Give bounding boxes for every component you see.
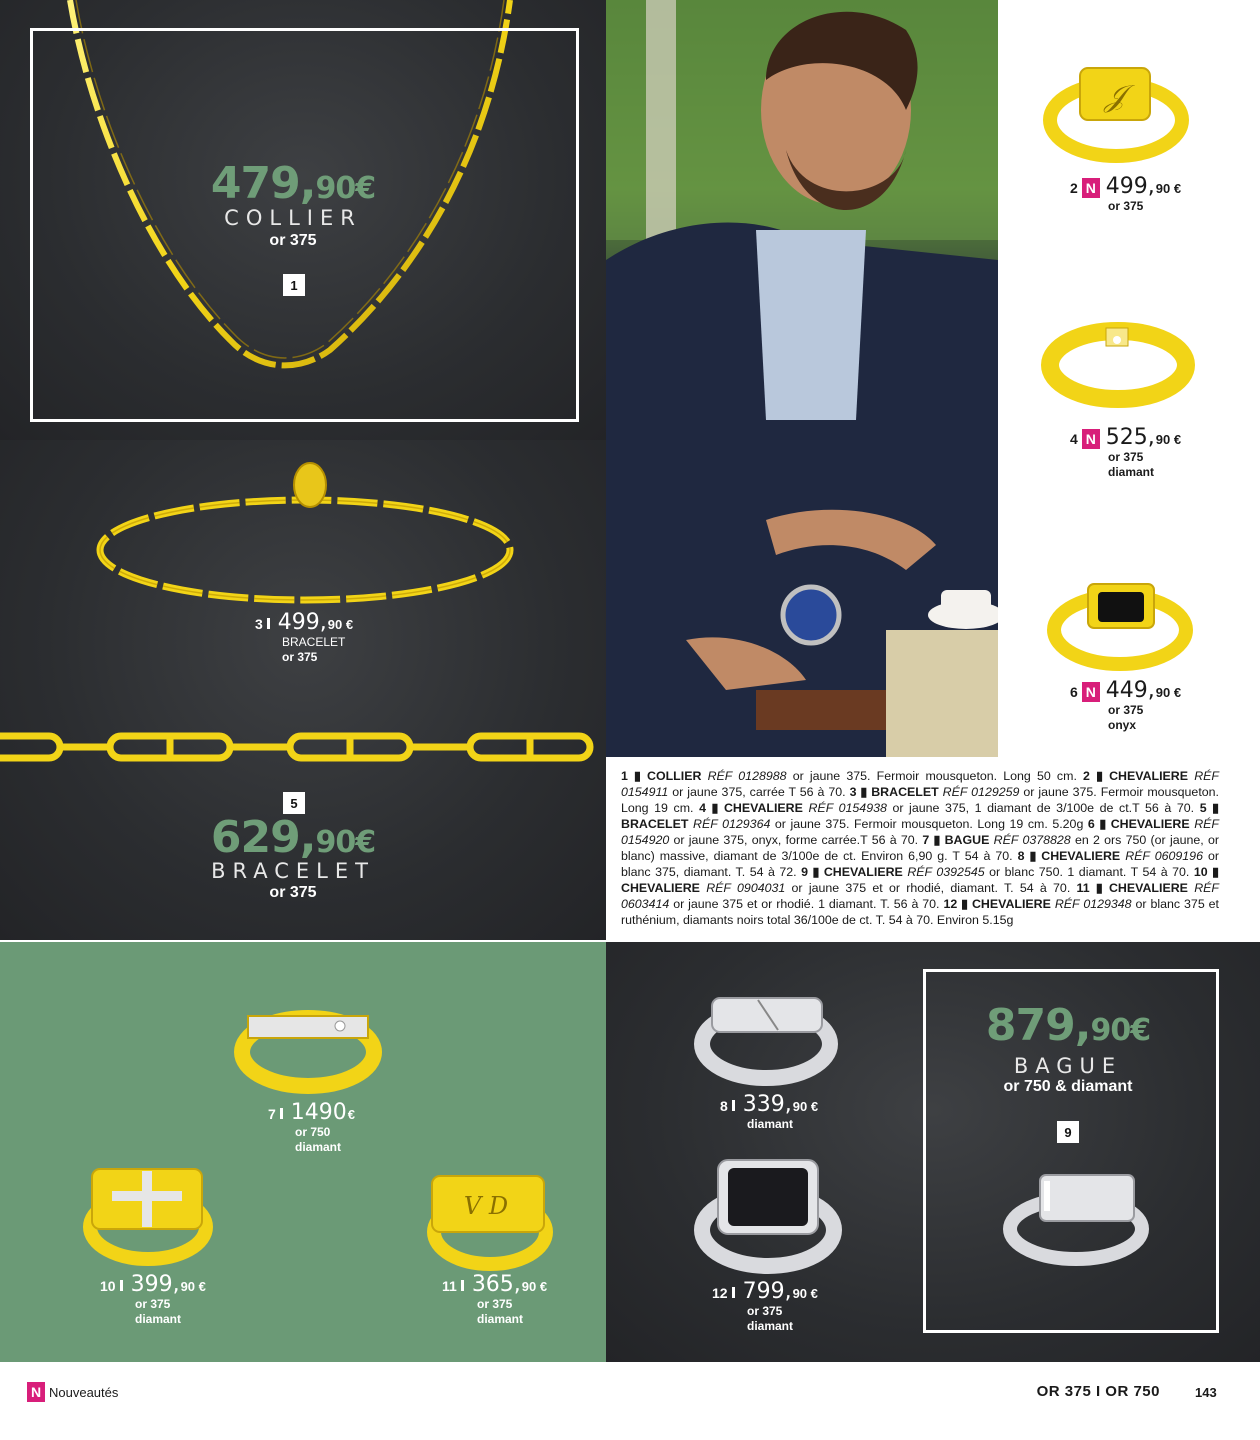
separator xyxy=(461,1280,464,1291)
new-badge: N xyxy=(1082,682,1100,702)
item-material: or 375 xyxy=(135,1297,171,1311)
desc-name: CHEVALIERE xyxy=(1108,881,1195,895)
ring-11-label xyxy=(442,1272,547,1327)
desc-ref: RÉF 0129364 xyxy=(693,817,771,831)
desc-name: CHEVALIERE xyxy=(823,865,908,879)
desc-ref: RÉF 0154920 xyxy=(621,817,1219,847)
ring-7-image xyxy=(210,992,410,1102)
item-number: 3 xyxy=(255,616,263,632)
price-integer: 629, xyxy=(210,812,316,863)
item-number: 6 xyxy=(1070,684,1078,700)
ring-8-image xyxy=(688,984,848,1094)
white-gold-panel xyxy=(606,942,1260,1362)
price-decimal: 90 € xyxy=(792,1286,818,1301)
new-legend xyxy=(27,1382,118,1402)
separator xyxy=(120,1280,123,1291)
separator xyxy=(732,1287,735,1298)
item-stone: onyx xyxy=(1108,718,1137,732)
desc-number: 6 ▮ xyxy=(1087,817,1111,831)
price-decimal: € xyxy=(347,1107,356,1122)
desc-name: CHEVALIERE xyxy=(1110,817,1195,831)
ring-7-label xyxy=(268,1100,355,1155)
ring-11-image xyxy=(414,1162,574,1282)
bracelet-panel xyxy=(0,440,606,940)
separator xyxy=(280,1108,283,1119)
price-decimal: 90 € xyxy=(792,1099,819,1114)
item-material: or 375 xyxy=(1108,450,1144,464)
desc-ref: RÉF 0609196 xyxy=(1125,849,1203,863)
item-stone: diamant xyxy=(747,1117,794,1131)
new-legend-label: Nouveautés xyxy=(49,1384,119,1400)
price-decimal: 90€ xyxy=(1090,1013,1151,1048)
ring-2-label xyxy=(1070,174,1181,214)
price-decimal: 90€ xyxy=(315,171,376,206)
model-photo xyxy=(606,0,998,757)
necklace-name: COLLIER xyxy=(224,206,362,230)
ring-4-image xyxy=(998,310,1260,430)
desc-ref: RÉF 0129348 xyxy=(1054,897,1132,911)
new-badge: N xyxy=(1082,178,1100,198)
desc-ref: RÉF 0154911 xyxy=(621,769,1219,799)
ring-9-name: BAGUE xyxy=(1013,1054,1123,1078)
necklace-number: 1 xyxy=(283,274,305,296)
desc-number: 5 ▮ xyxy=(1199,801,1219,815)
ring-10-image xyxy=(70,1157,230,1277)
ring-12-label xyxy=(712,1279,818,1334)
page-number: 143 xyxy=(1195,1385,1217,1400)
price-integer: 399, xyxy=(130,1272,180,1297)
item-number: 4 xyxy=(1070,431,1078,447)
desc-name: CHEVALIERE xyxy=(723,801,809,815)
price-integer: 879, xyxy=(985,1000,1091,1051)
desc-text: or blanc 375, diamant. T. 54 à 72. xyxy=(621,849,1219,879)
item-material: or 375 xyxy=(282,650,318,664)
item-material: or 375 xyxy=(477,1297,513,1311)
ring-4-label xyxy=(1070,425,1181,480)
desc-number: 11 ▮ xyxy=(1076,881,1109,895)
price-integer: 525, xyxy=(1105,425,1155,450)
man-portrait-image xyxy=(606,0,998,757)
desc-name: COLLIER xyxy=(647,769,708,783)
desc-text: en 2 ors 750 (or jaune, or blanc) massive, diamant de 3/100e de ct. Environ 6,90 g. T 54 à 70. xyxy=(621,833,1219,863)
desc-ref: RÉF 0904031 xyxy=(706,881,786,895)
svg-text:V D: V D xyxy=(463,1192,509,1220)
item-stone: diamant xyxy=(135,1312,182,1326)
desc-number: 12 ▮ xyxy=(943,897,972,911)
item-number: 7 xyxy=(268,1106,276,1122)
desc-number: 7 ▮ xyxy=(922,833,945,847)
desc-text: or jaune 375. Fermoir mousqueton. Long 19 cm. 5.20g xyxy=(770,817,1088,831)
ring-12-image xyxy=(684,1150,854,1285)
item-number: 2 xyxy=(1070,180,1078,196)
item-material: or 375 xyxy=(1108,199,1144,213)
ring-6-label xyxy=(1070,678,1181,733)
desc-number: 10 ▮ xyxy=(1193,865,1219,879)
ring-8-label xyxy=(720,1092,818,1132)
desc-name: BRACELET xyxy=(621,817,694,831)
product-descriptions xyxy=(621,768,1219,928)
item-number: 10 xyxy=(100,1278,116,1294)
price-integer: 365, xyxy=(471,1272,521,1297)
item-material: or 375 xyxy=(1108,703,1144,717)
desc-text: or jaune 375, carrée T 56 à 70. xyxy=(668,785,850,799)
desc-text: or jaune 375 et or rhodié. 1 diamant. T. 56 à 70. xyxy=(669,897,944,911)
separator xyxy=(267,618,270,629)
desc-ref: RÉF 0392545 xyxy=(907,865,985,879)
desc-number: 9 ▮ xyxy=(801,865,824,879)
ring-10-label xyxy=(100,1272,206,1327)
desc-name: BAGUE xyxy=(944,833,994,847)
desc-number: 3 ▮ xyxy=(849,785,872,799)
item-material: or 750 xyxy=(295,1125,331,1139)
price-decimal: 90 € xyxy=(327,617,354,632)
ring-6-image xyxy=(998,570,1260,680)
bracelet-5-number: 5 xyxy=(283,792,305,814)
desc-number: 1 ▮ xyxy=(621,769,648,783)
price-integer: 799, xyxy=(742,1279,792,1304)
item-type: BRACELET xyxy=(282,635,346,649)
item-stone: diamant xyxy=(1108,465,1155,479)
item-number: 11 xyxy=(442,1278,457,1294)
category-title: OR 375 I OR 750 xyxy=(1036,1383,1160,1400)
desc-ref: RÉF 0378828 xyxy=(993,833,1071,847)
price-integer: 339, xyxy=(742,1092,792,1117)
necklace-panel xyxy=(0,0,606,440)
price-decimal: 90 € xyxy=(1155,432,1182,447)
desc-name: CHEVALIERE xyxy=(1109,769,1195,783)
price-integer: 479, xyxy=(210,158,316,209)
desc-name: CHEVALIERE xyxy=(1041,849,1126,863)
svg-text:𝒥: 𝒥 xyxy=(1104,79,1126,114)
ring-9-material: or 750 & diamant xyxy=(1003,1078,1133,1095)
desc-name: BRACELET xyxy=(871,785,943,799)
desc-text: or jaune 375, 1 diamant de 3/100e de ct.T 56 à 70. xyxy=(886,801,1200,815)
item-stone: diamant xyxy=(477,1312,524,1326)
item-material: or 375 xyxy=(747,1304,783,1318)
green-rings-panel xyxy=(0,942,606,1362)
separator xyxy=(732,1100,735,1111)
ring-9-image xyxy=(994,1167,1164,1267)
desc-number: 2 ▮ xyxy=(1083,769,1110,783)
price-integer: 1490 xyxy=(290,1100,347,1125)
desc-name: CHEVALIERE xyxy=(971,897,1055,911)
desc-text: or jaune 375 et or rhodié, diamant. T. 54 à 70. xyxy=(785,881,1077,895)
price-decimal: 90 € xyxy=(521,1279,548,1294)
desc-ref: RÉF 0603414 xyxy=(621,881,1219,911)
necklace-material: or 375 xyxy=(269,232,317,249)
desc-ref: RÉF 0154938 xyxy=(808,801,887,815)
necklace-price xyxy=(193,158,393,209)
new-badge: N xyxy=(1082,429,1100,449)
price-integer: 449, xyxy=(1105,678,1155,703)
desc-text: or jaune 375. Fermoir mousqueton. Long 19 cm. xyxy=(621,785,1219,815)
bracelet-5-price xyxy=(193,812,393,863)
item-stone: diamant xyxy=(295,1140,342,1154)
desc-ref: RÉF 0128988 xyxy=(707,769,787,783)
desc-text: or jaune 375. Fermoir mousqueton. Long 50 cm. xyxy=(786,769,1084,783)
bracelet-5-material: or 375 xyxy=(269,884,317,901)
ring-9-price xyxy=(968,1000,1168,1051)
item-number: 12 xyxy=(712,1285,728,1301)
chain-bracelet-image xyxy=(0,728,606,768)
desc-number: 8 ▮ xyxy=(1017,849,1042,863)
desc-name: CHEVALIERE xyxy=(621,881,707,895)
price-decimal: 90 € xyxy=(180,1279,206,1294)
price-decimal: 90 € xyxy=(1155,181,1182,196)
desc-number: 4 ▮ xyxy=(699,801,724,815)
rings-right-panel xyxy=(998,0,1260,757)
new-badge: N xyxy=(27,1382,45,1402)
desc-text: or jaune 375, onyx, forme carrée.T 56 à 70. xyxy=(669,833,923,847)
ring-2-image xyxy=(998,0,1260,170)
item-stone: diamant xyxy=(747,1319,794,1333)
price-decimal: 90 € xyxy=(1155,685,1182,700)
bracelet-3-label xyxy=(255,610,353,665)
desc-text: or blanc 375 et ruthénium, diamants noirs total 36/100e de ct. T. 54 à 70. Environ 5.15g xyxy=(621,897,1219,927)
bracelet-5-name: BRACELET xyxy=(211,859,375,883)
price-decimal: 90€ xyxy=(315,825,376,860)
item-number: 8 xyxy=(720,1098,728,1114)
price-integer: 499, xyxy=(277,610,327,635)
desc-ref: RÉF 0129259 xyxy=(942,785,1020,799)
ring-9-number: 9 xyxy=(1057,1121,1079,1143)
desc-text: or blanc 750. 1 diamant. T 54 à 70. xyxy=(984,865,1194,879)
price-integer: 499, xyxy=(1105,174,1155,199)
